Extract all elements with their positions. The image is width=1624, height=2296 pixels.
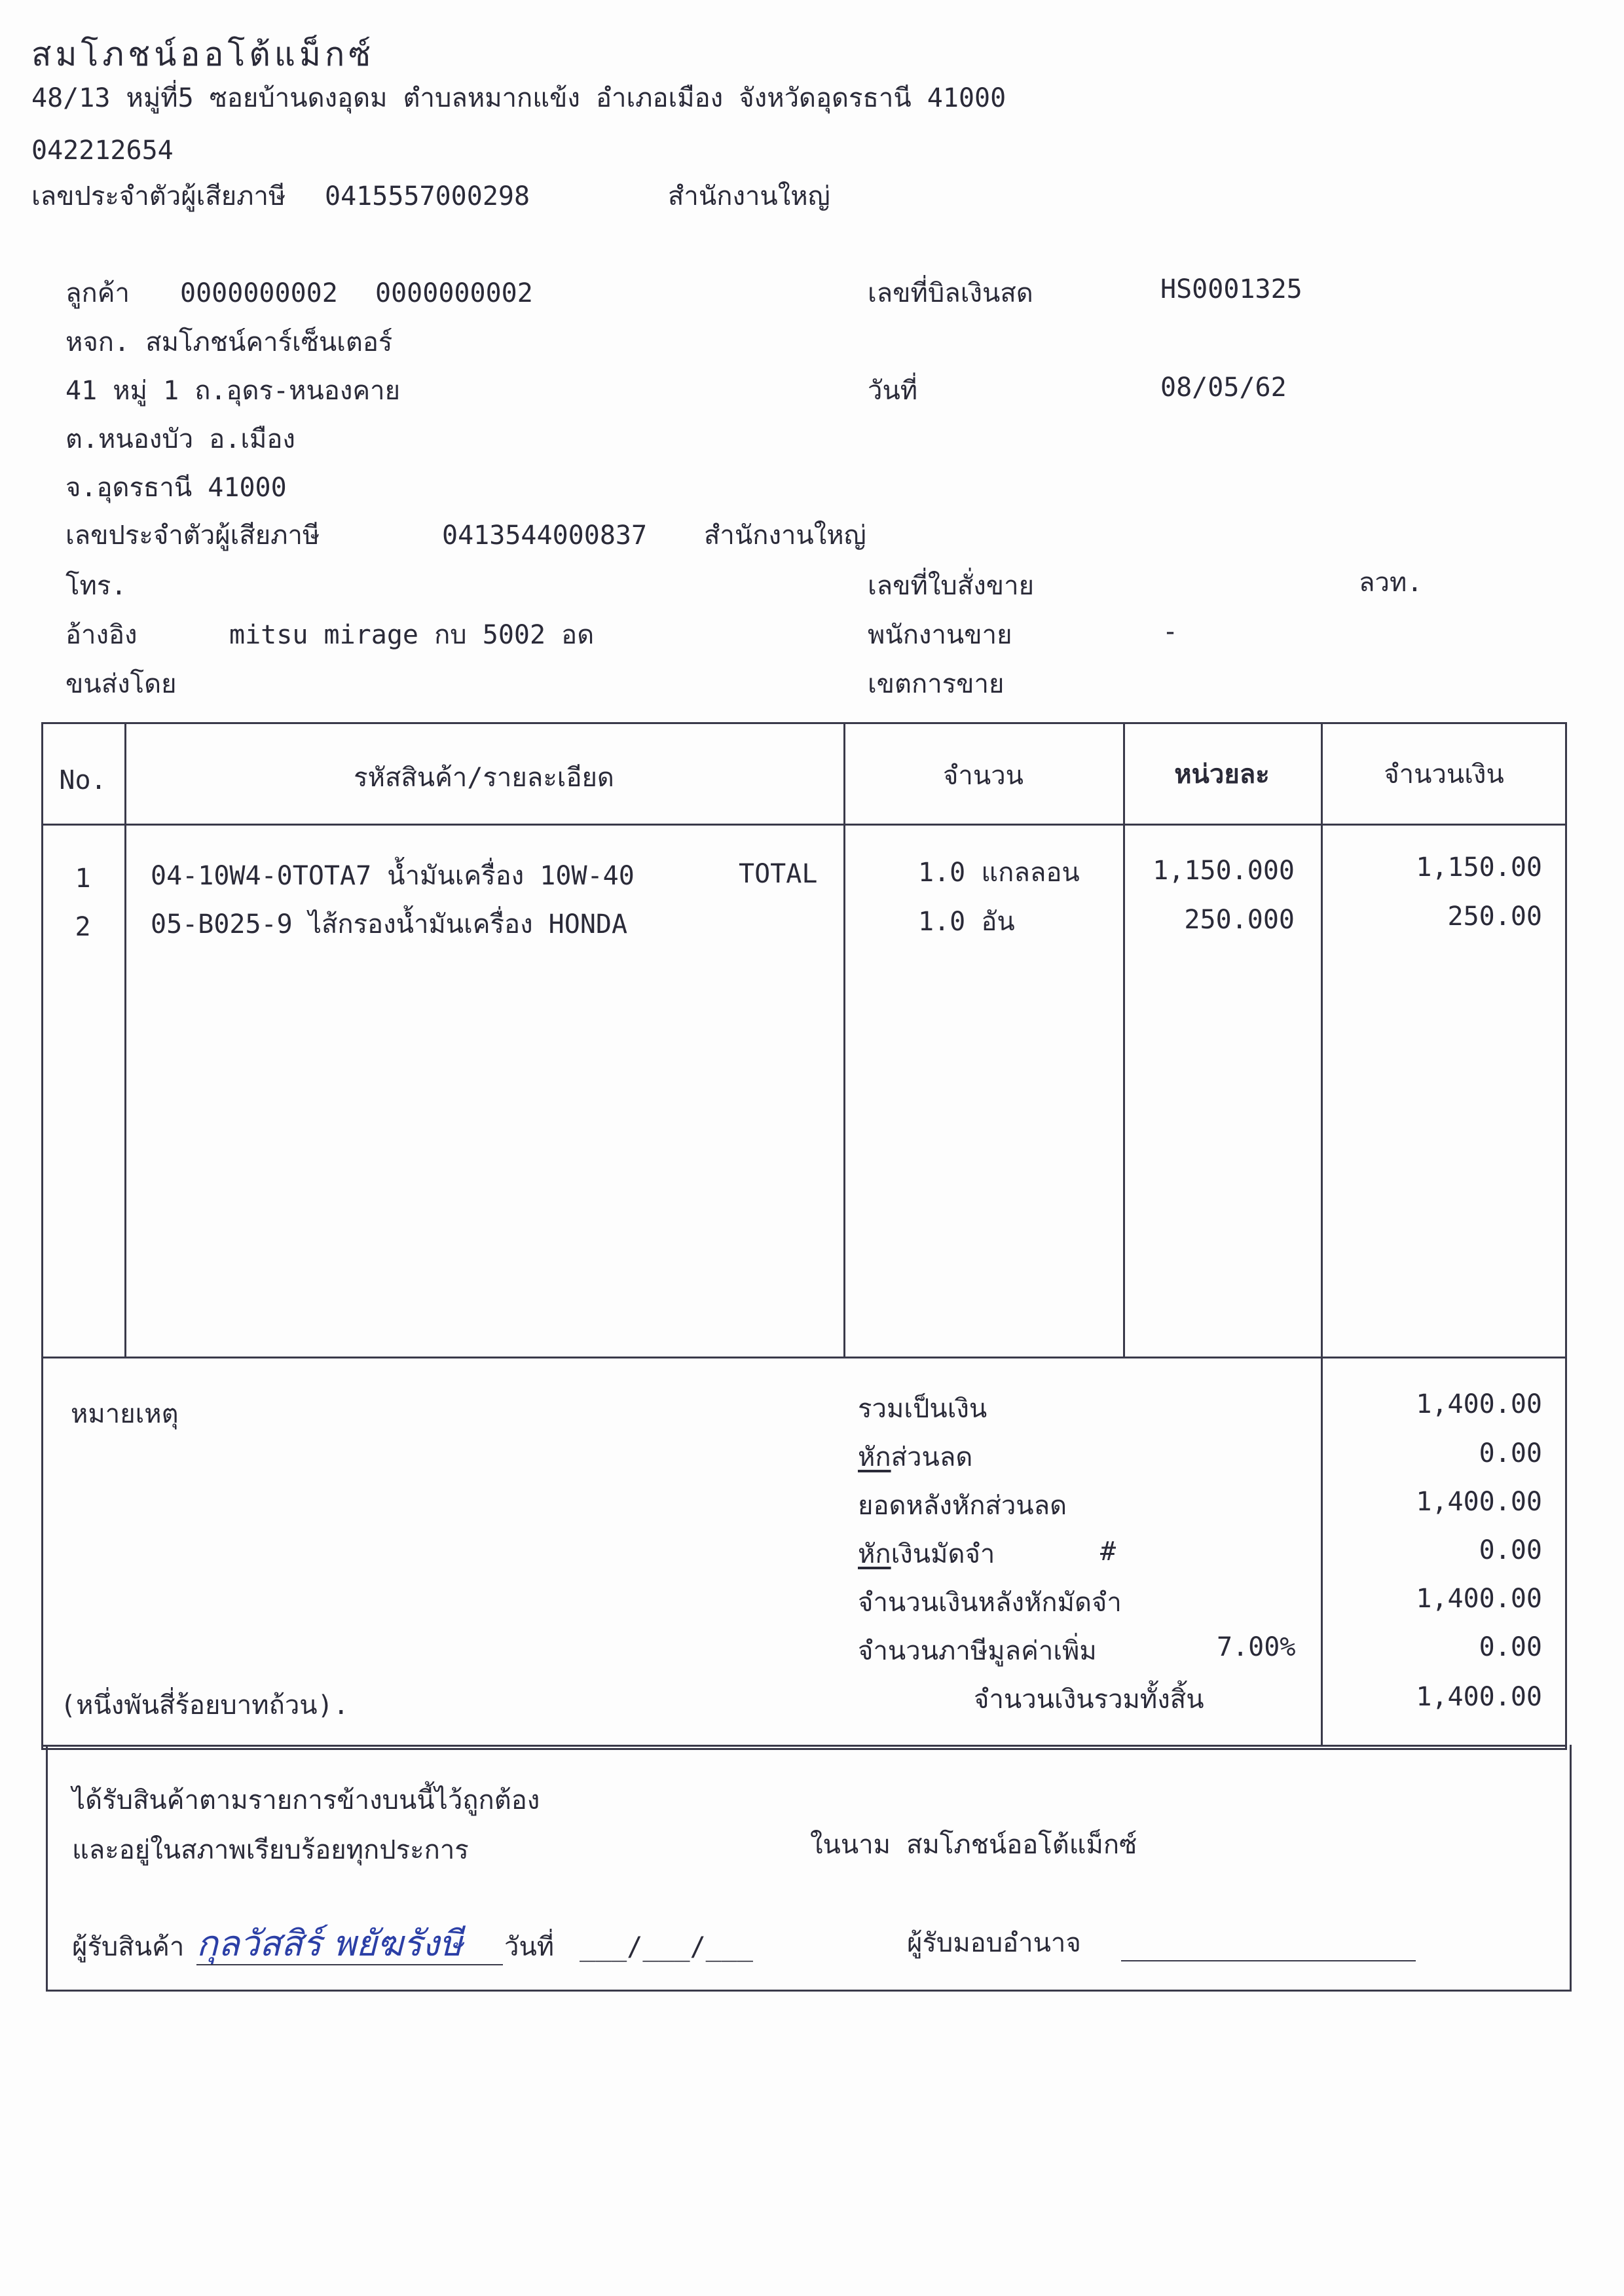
header-amount: จำนวนเงิน [1384,759,1504,790]
received-statement-2: และอยู่ในสภาพเรียบร้อยทุกประการ [72,1835,469,1865]
deposit-prefix: หัก [858,1539,891,1569]
discount-value: 0.00 [1479,1438,1542,1468]
company-phone: 042212654 [31,136,174,166]
company-tax-id: 0415557000298 [325,181,530,211]
sales-order-label: เลขที่ใบสั่งขาย [868,571,1035,601]
grand-total-label: จำนวนเงินรวมทั้งสิ้น [974,1685,1204,1715]
reference-label: อ้างอิง [65,620,138,650]
row-2-quantity: 1.0 อัน [918,907,1015,937]
subtotal-value: 1,400.00 [1416,1389,1542,1419]
receiver-label: ผู้รับสินค้า [72,1932,185,1962]
customer-address-2: ต.หนองบัว อ.เมือง [65,424,295,454]
salesperson-value: - [1162,617,1179,647]
sales-area-label: เขตการขาย [868,669,1005,699]
totals-divider [41,1357,1567,1358]
header-quantity: จำนวน [942,761,1024,791]
after-deposit-value: 1,400.00 [1416,1584,1542,1614]
receive-date-blank: ___/___/___ [580,1932,753,1962]
discount-prefix: หัก [858,1442,891,1472]
remark-label: หมายเหตุ [71,1399,179,1429]
row-1-quantity: 1.0 แกลลอน [918,858,1080,888]
company-name: สมโภชน์ออโต้แม็กซ์ [31,35,375,73]
row-2-no: 2 [75,912,91,942]
customer-label: ลูกค้า [65,278,130,308]
reference-value: mitsu mirage กบ 5002 อด [229,620,595,650]
after-discount-value: 1,400.00 [1416,1487,1542,1517]
after-deposit-label: จำนวนเงินหลังหักมัดจำ [858,1588,1122,1618]
row-2-amount: 250.00 [1447,902,1542,932]
on-behalf-of: ในนาม สมโภชน์ออโต้แม็กซ์ [810,1830,1137,1860]
row-1-amount: 1,150.00 [1416,852,1542,883]
customer-address-3: จ.อุดรธานี 41000 [65,473,287,503]
deposit-hash: # [1100,1537,1116,1567]
authorized-label: ผู้รับมอบอำนาจ [907,1928,1081,1958]
vat-label: จำนวนภาษีมูลค่าเพิ่ม [858,1636,1097,1666]
company-tax-label: เลขประจำตัวผู้เสียภาษี [31,181,286,211]
row-1-no: 1 [75,864,91,894]
receiver-signature: กุลวัสสิร์ พยัฆรังษี [196,1923,463,1964]
header-no: No. [59,765,107,795]
grand-total-value: 1,400.00 [1416,1682,1542,1712]
customer-code-1: 0000000002 [180,278,338,308]
shipping-label: ขนส่งโดย [65,669,177,699]
customer-tax-label: เลขประจำตัวผู้เสียภาษี [65,520,320,551]
salesperson-label: พนักงานขาย [868,620,1012,650]
receiver-signature-line [196,1964,503,1965]
invoice-number: HS0001325 [1160,274,1302,304]
vat-value: 0.00 [1479,1632,1542,1662]
col-divider-desc [843,722,845,1357]
subtotal-label: รวมเป็นเงิน [858,1394,987,1424]
amount-in-words: (หนึ่งพันสี่ร้อยบาทถ้วน). [60,1690,349,1721]
deposit-value: 0.00 [1479,1535,1542,1565]
customer-name: หจก. สมโภชน์คาร์เซ็นเตอร์ [65,327,393,357]
customer-code-2: 0000000002 [375,278,533,308]
customer-branch: สำนักงานใหญ่ [704,520,866,551]
invoice-date: 08/05/62 [1160,373,1287,403]
received-statement-1: ได้รับสินค้าตามรายการข้างบนนี้ไว้ถูกต้อง [72,1785,540,1815]
header-divider [41,824,1567,826]
customer-phone-label: โทร. [65,571,127,601]
receive-date-label: วันที่ [504,1932,555,1962]
invoice-number-label: เลขที่บิลเงินสด [868,278,1033,308]
row-1-description: 04-10W4-0TOTA7 น้ำมันเครื่อง 10W-40 [151,861,635,891]
customer-tax-id: 0413544000837 [442,520,648,551]
after-discount-label: ยอดหลังหักส่วนลด [858,1491,1067,1521]
customer-address-1: 41 หมู่ 1 ถ.อุดร-หนองคาย [65,376,401,406]
row-2-description: 05-B025-9 ไส้กรองน้ำมันเครื่อง HONDA [151,909,628,939]
header-description: รหัสสินค้า/รายละเอียด [354,763,614,793]
row-2-unit-price: 250.000 [1184,905,1295,935]
deposit-label: เงินมัดจำ [891,1539,995,1569]
sales-order-extra: ลวท. [1359,568,1423,598]
company-address: 48/13 หมู่ที่5 ซอยบ้านดงอุดม ตำบลหมากแข้ง อำเภอเมือง จังหวัดอุดรธานี 41000 [31,83,1006,113]
discount-label: ส่วนลด [891,1442,973,1472]
company-branch: สำนักงานใหญ่ [668,181,830,211]
vat-rate: 7.00% [1217,1632,1296,1662]
invoice-date-label: วันที่ [868,376,918,406]
col-divider-qty [1123,722,1125,1357]
header-unit-price: หน่วยละ [1174,759,1270,790]
authorized-signature-line [1121,1960,1416,1961]
row-1-unit-price: 1,150.000 [1153,856,1295,886]
col-divider-no [124,722,126,1357]
row-1-brand: TOTAL [739,859,818,889]
